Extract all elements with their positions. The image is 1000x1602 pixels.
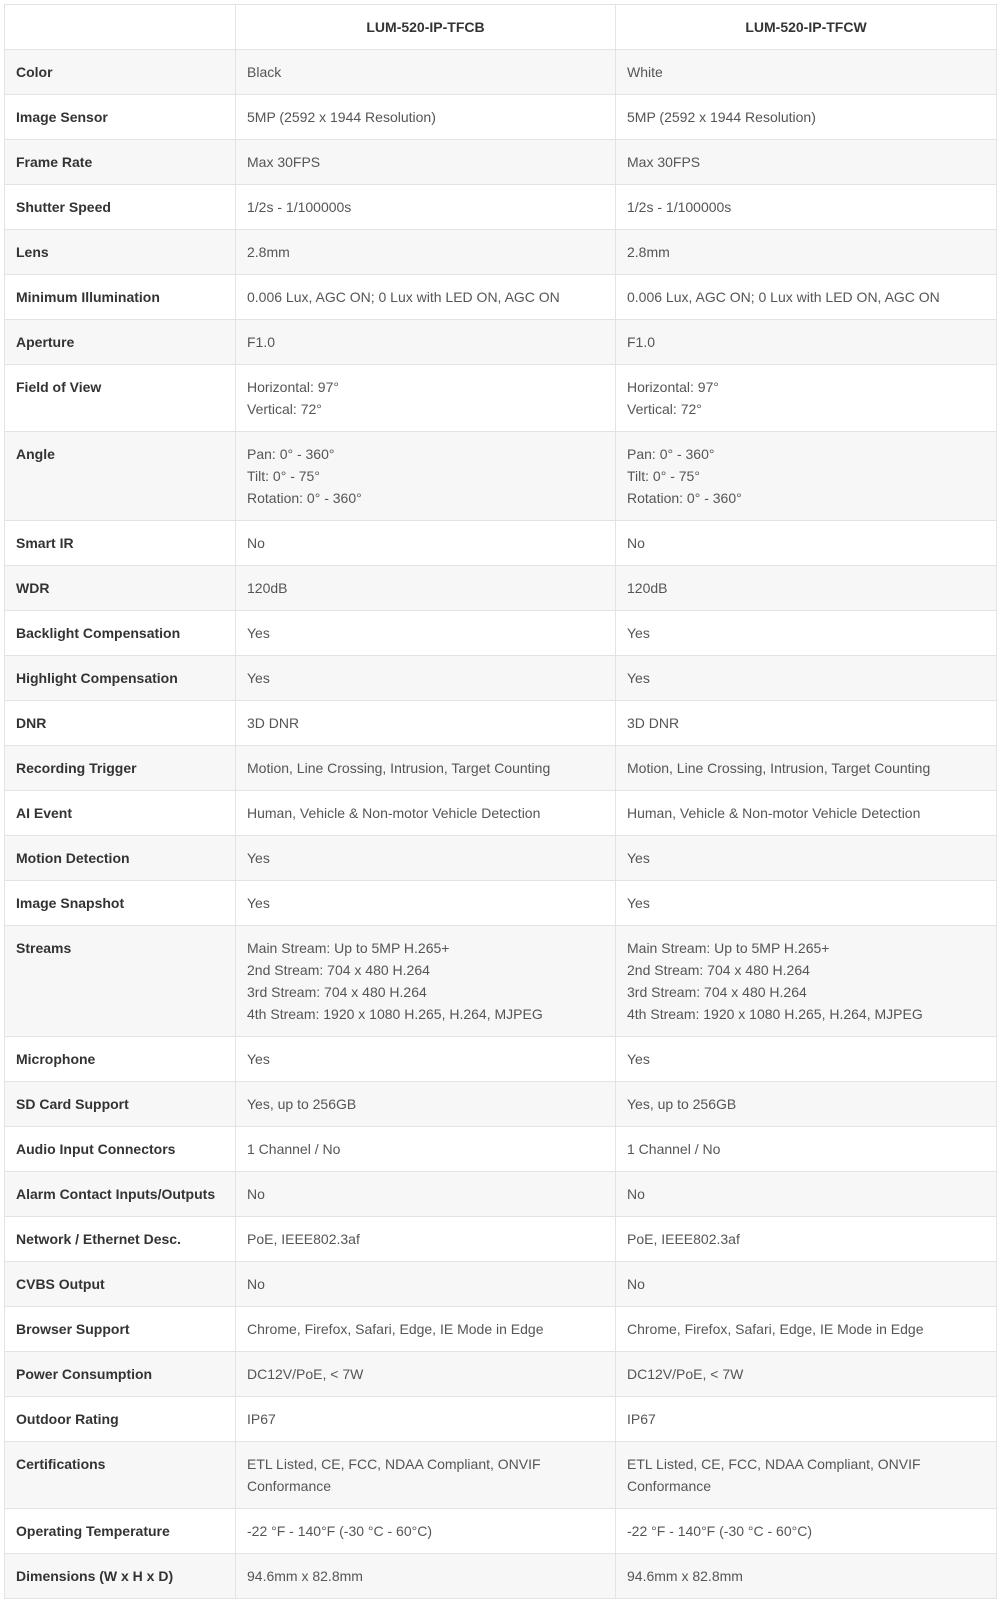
row-label: Alarm Contact Inputs/Outputs	[5, 1172, 236, 1217]
cell-model-b	[616, 185, 997, 230]
cell-model-b	[616, 365, 997, 432]
row-label: Angle	[5, 432, 236, 521]
cell-model-a	[236, 365, 616, 432]
cell-line: 2.8mm	[247, 244, 290, 260]
cell-line: No	[627, 535, 645, 551]
cell-model-a	[236, 140, 616, 185]
table-row	[5, 432, 997, 521]
cell-model-b	[616, 140, 997, 185]
row-label: Operating Temperature	[5, 1509, 236, 1554]
cell-line: 2nd Stream: 704 x 480 H.264	[627, 962, 810, 978]
table-row	[5, 926, 997, 1037]
cell-line: Yes	[247, 670, 270, 686]
cell-line: F1.0	[247, 334, 276, 350]
cell-model-b	[616, 50, 997, 95]
cell-line: Rotation: 0° - 360°	[627, 490, 742, 506]
cell-line: Pan: 0° - 360°	[627, 446, 715, 462]
cell-line: Max 30FPS	[247, 154, 321, 170]
table-row	[5, 1262, 997, 1307]
cell-model-b	[616, 881, 997, 926]
cell-line: Chrome, Firefox, Safari, Edge, IE Mode in Edge	[627, 1321, 924, 1337]
cell-line: Yes	[627, 850, 650, 866]
row-label: Highlight Compensation	[5, 656, 236, 701]
table-row	[5, 1172, 997, 1217]
cell-model-a	[236, 50, 616, 95]
cell-model-a	[236, 1352, 616, 1397]
cell-model-b	[616, 1509, 997, 1554]
row-label: Frame Rate	[5, 140, 236, 185]
cell-line: Main Stream: Up to 5MP H.265+	[247, 940, 450, 956]
table-row	[5, 1352, 997, 1397]
table-row	[5, 1509, 997, 1554]
row-label: Browser Support	[5, 1307, 236, 1352]
cell-model-b	[616, 1127, 997, 1172]
cell-model-a	[236, 230, 616, 275]
cell-line: 3rd Stream: 704 x 480 H.264	[247, 984, 427, 1000]
table-row	[5, 836, 997, 881]
table-row	[5, 230, 997, 275]
cell-line: White	[627, 64, 663, 80]
cell-line: 1/2s - 1/100000s	[627, 199, 732, 215]
cell-model-a	[236, 1127, 616, 1172]
cell-line: 94.6mm x 82.8mm	[247, 1568, 363, 1584]
cell-model-a	[236, 95, 616, 140]
row-label: Motion Detection	[5, 836, 236, 881]
row-label: Network / Ethernet Desc.	[5, 1217, 236, 1262]
cell-model-b	[616, 1442, 997, 1509]
cell-line: No	[247, 1276, 265, 1292]
cell-model-b	[616, 320, 997, 365]
table-header	[5, 5, 997, 50]
cell-model-a	[236, 320, 616, 365]
cell-model-b	[616, 275, 997, 320]
cell-model-b	[616, 1217, 997, 1262]
table-row	[5, 1127, 997, 1172]
cell-line: Yes, up to 256GB	[627, 1096, 737, 1112]
cell-line: Yes	[627, 670, 650, 686]
table-row	[5, 521, 997, 566]
cell-model-a	[236, 926, 616, 1037]
cell-line: IP67	[247, 1411, 276, 1427]
cell-model-a	[236, 1172, 616, 1217]
header-row	[5, 5, 997, 50]
cell-model-a	[236, 1509, 616, 1554]
cell-line: 1 Channel / No	[627, 1141, 721, 1157]
cell-model-b	[616, 791, 997, 836]
table-row	[5, 365, 997, 432]
cell-line: 5MP (2592 x 1944 Resolution)	[247, 109, 436, 125]
spec-table-container	[4, 4, 996, 1599]
cell-model-b	[616, 521, 997, 566]
cell-line: Yes, up to 256GB	[247, 1096, 357, 1112]
cell-line: IP67	[627, 1411, 656, 1427]
cell-model-b	[616, 95, 997, 140]
table-row	[5, 656, 997, 701]
cell-model-a	[236, 521, 616, 566]
cell-line: Main Stream: Up to 5MP H.265+	[627, 940, 830, 956]
cell-line: 2nd Stream: 704 x 480 H.264	[247, 962, 430, 978]
cell-line: Vertical: 72°	[247, 401, 322, 417]
row-label: Smart IR	[5, 521, 236, 566]
cell-line: 2.8mm	[627, 244, 670, 260]
cell-line: 3D DNR	[247, 715, 300, 731]
cell-line: ETL Listed, CE, FCC, NDAA Compliant, ONVIF Conformance	[247, 1456, 545, 1494]
row-label: Lens	[5, 230, 236, 275]
cell-model-b	[616, 656, 997, 701]
table-row	[5, 1307, 997, 1352]
row-label: Color	[5, 50, 236, 95]
cell-line: Vertical: 72°	[627, 401, 702, 417]
row-label: Aperture	[5, 320, 236, 365]
table-row	[5, 611, 997, 656]
cell-line: Yes	[247, 1051, 270, 1067]
cell-line: 0.006 Lux, AGC ON; 0 Lux with LED ON, AGC ON	[247, 289, 560, 305]
cell-model-a	[236, 656, 616, 701]
cell-model-a	[236, 746, 616, 791]
cell-line: -22 °F - 140°F (-30 °C - 60°C)	[627, 1523, 812, 1539]
cell-model-a	[236, 1307, 616, 1352]
cell-line: 120dB	[627, 580, 668, 596]
cell-model-a	[236, 1262, 616, 1307]
table-row	[5, 701, 997, 746]
cell-model-b	[616, 611, 997, 656]
row-label: AI Event	[5, 791, 236, 836]
row-label: Shutter Speed	[5, 185, 236, 230]
cell-model-a	[236, 881, 616, 926]
cell-line: No	[247, 1186, 265, 1202]
cell-model-a	[236, 566, 616, 611]
row-label: Certifications	[5, 1442, 236, 1509]
cell-line: Tilt: 0° - 75°	[247, 468, 320, 484]
cell-model-a	[236, 1397, 616, 1442]
cell-line: Rotation: 0° - 360°	[247, 490, 362, 506]
cell-model-b	[616, 432, 997, 521]
row-label: Field of View	[5, 365, 236, 432]
cell-model-b	[616, 566, 997, 611]
cell-model-a	[236, 1217, 616, 1262]
cell-model-b	[616, 1554, 997, 1599]
cell-line: 3rd Stream: 704 x 480 H.264	[627, 984, 807, 1000]
cell-model-b	[616, 1397, 997, 1442]
cell-line: F1.0	[627, 334, 656, 350]
cell-line: PoE, IEEE802.3af	[627, 1231, 740, 1247]
cell-model-a	[236, 432, 616, 521]
cell-model-a	[236, 791, 616, 836]
table-row	[5, 1442, 997, 1509]
cell-line: Horizontal: 97°	[247, 379, 339, 395]
cell-line: Tilt: 0° - 75°	[627, 468, 700, 484]
cell-model-b	[616, 1262, 997, 1307]
row-label: Minimum Illumination	[5, 275, 236, 320]
table-row	[5, 1082, 997, 1127]
cell-model-a	[236, 1037, 616, 1082]
cell-line: Yes	[247, 895, 270, 911]
table-row	[5, 320, 997, 365]
cell-model-b	[616, 926, 997, 1037]
cell-line: Max 30FPS	[627, 154, 701, 170]
cell-line: Yes	[247, 625, 270, 641]
header-model-b: LUM-520-IP-TFCW	[616, 5, 997, 50]
cell-line: Yes	[627, 895, 650, 911]
cell-line: 0.006 Lux, AGC ON; 0 Lux with LED ON, AGC ON	[627, 289, 940, 305]
table-row	[5, 185, 997, 230]
cell-model-b	[616, 1307, 997, 1352]
cell-model-b	[616, 1037, 997, 1082]
cell-model-b	[616, 836, 997, 881]
table-body	[5, 50, 997, 1599]
cell-model-a	[236, 701, 616, 746]
cell-model-a	[236, 185, 616, 230]
cell-line: Black	[247, 64, 282, 80]
row-label: Streams	[5, 926, 236, 1037]
cell-line: -22 °F - 140°F (-30 °C - 60°C)	[247, 1523, 432, 1539]
table-row	[5, 791, 997, 836]
table-row	[5, 140, 997, 185]
spec-table	[4, 4, 997, 1599]
cell-line: 1/2s - 1/100000s	[247, 199, 352, 215]
table-row	[5, 746, 997, 791]
cell-line: No	[627, 1276, 645, 1292]
table-row	[5, 1397, 997, 1442]
cell-line: Chrome, Firefox, Safari, Edge, IE Mode in Edge	[247, 1321, 544, 1337]
cell-line: Motion, Line Crossing, Intrusion, Target Counting	[247, 760, 551, 776]
table-row	[5, 95, 997, 140]
cell-line: 1 Channel / No	[247, 1141, 341, 1157]
cell-model-b	[616, 230, 997, 275]
cell-line: Human, Vehicle & Non-motor Vehicle Detection	[627, 805, 921, 821]
row-label: Image Snapshot	[5, 881, 236, 926]
row-label: Backlight Compensation	[5, 611, 236, 656]
cell-model-b	[616, 1352, 997, 1397]
cell-line: 4th Stream: 1920 x 1080 H.265, H.264, MJPEG	[247, 1006, 543, 1022]
cell-line: 120dB	[247, 580, 288, 596]
cell-line: Pan: 0° - 360°	[247, 446, 335, 462]
row-label: Dimensions (W x H x D)	[5, 1554, 236, 1599]
cell-line: 94.6mm x 82.8mm	[627, 1568, 743, 1584]
cell-model-a	[236, 1442, 616, 1509]
cell-line: Motion, Line Crossing, Intrusion, Target Counting	[627, 760, 931, 776]
row-label: Recording Trigger	[5, 746, 236, 791]
cell-model-a	[236, 1082, 616, 1127]
cell-line: Yes	[627, 1051, 650, 1067]
table-row	[5, 1217, 997, 1262]
table-row	[5, 275, 997, 320]
cell-line: Yes	[627, 625, 650, 641]
cell-line: ETL Listed, CE, FCC, NDAA Compliant, ONVIF Conformance	[627, 1456, 925, 1494]
cell-line: 3D DNR	[627, 715, 680, 731]
row-label: CVBS Output	[5, 1262, 236, 1307]
cell-line: 4th Stream: 1920 x 1080 H.265, H.264, MJPEG	[627, 1006, 923, 1022]
row-label: Outdoor Rating	[5, 1397, 236, 1442]
row-label: SD Card Support	[5, 1082, 236, 1127]
row-label: Image Sensor	[5, 95, 236, 140]
cell-model-a	[236, 611, 616, 656]
row-label: DNR	[5, 701, 236, 746]
cell-line: No	[627, 1186, 645, 1202]
header-model-a: LUM-520-IP-TFCB	[236, 5, 616, 50]
cell-model-a	[236, 275, 616, 320]
row-label: WDR	[5, 566, 236, 611]
cell-model-b	[616, 1172, 997, 1217]
cell-model-b	[616, 746, 997, 791]
cell-line: 5MP (2592 x 1944 Resolution)	[627, 109, 816, 125]
cell-line: Yes	[247, 850, 270, 866]
cell-line: DC12V/PoE, < 7W	[627, 1366, 744, 1382]
row-label: Microphone	[5, 1037, 236, 1082]
table-row	[5, 1037, 997, 1082]
table-row	[5, 881, 997, 926]
row-label: Power Consumption	[5, 1352, 236, 1397]
cell-line: No	[247, 535, 265, 551]
cell-line: PoE, IEEE802.3af	[247, 1231, 360, 1247]
row-label: Audio Input Connectors	[5, 1127, 236, 1172]
cell-model-b	[616, 701, 997, 746]
cell-model-b	[616, 1082, 997, 1127]
table-row	[5, 50, 997, 95]
table-row	[5, 1554, 997, 1599]
header-corner	[5, 5, 236, 50]
cell-model-a	[236, 836, 616, 881]
cell-line: Human, Vehicle & Non-motor Vehicle Detection	[247, 805, 541, 821]
cell-line: Horizontal: 97°	[627, 379, 719, 395]
cell-line: DC12V/PoE, < 7W	[247, 1366, 364, 1382]
cell-model-a	[236, 1554, 616, 1599]
table-row	[5, 566, 997, 611]
